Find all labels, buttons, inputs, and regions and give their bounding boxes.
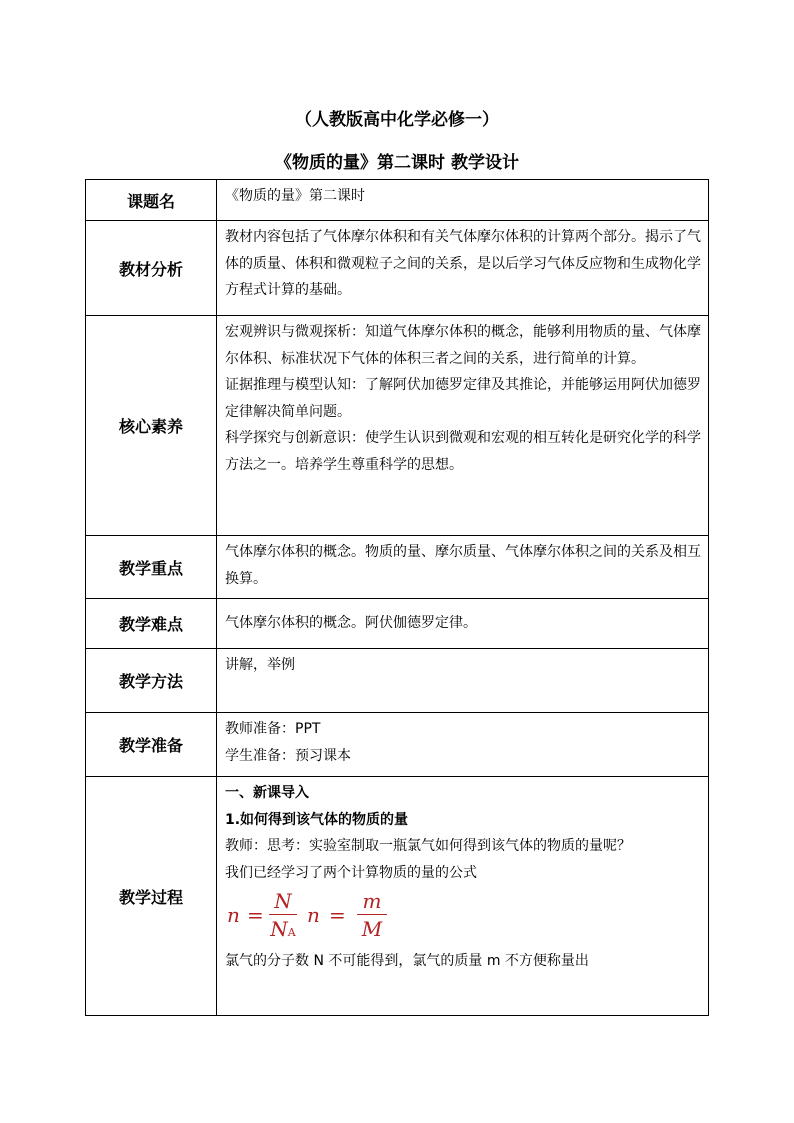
row-text: 教师准备：PPT [225,721,321,737]
formula-2-numerator: m [362,889,382,913]
row-label: 教材分析 [86,221,217,316]
row-text: 宏观辨识与微观探析：知道气体摩尔体积的概念，能够利用物质的量、气体摩尔体积、标准状况下气体的体积三者之间的关系，进行简单的计算。 [225,324,701,367]
row-text: 教师：思考：实验室制取一瓶氯气如何得到该气体的物质的量呢？ [225,838,631,854]
formula-1-fraction [269,888,297,947]
table-row [86,599,709,649]
row-label: 教学难点 [86,599,217,649]
formula-1-numerator: N [274,889,292,913]
table-row [86,536,709,599]
formula-1-equals: = [247,903,264,927]
row-text: 气体摩尔体积的概念。阿伏伽德罗定律。 [225,615,477,632]
row-text: 我们已经学习了两个计算物质的量的公式 [225,864,477,881]
row-text: 科学探究与创新意识：使学生认识到微观和宏观的相互转化是研究化学的科学方法之一。培养学生尊重科学的思想。 [225,430,701,473]
row-text: 《物质的量》第二课时 [225,188,365,204]
mole-formulas [225,886,702,948]
row-text: 氯气的分子数 N 不可能得到，氯气的质量 m 不方便称量出 [225,953,589,969]
row-text: 教材内容包括了气体摩尔体积和有关气体摩尔体积的计算两个部分。揭示了气体的质量、体积和微观粒子之间的关系，是以后学习气体反应物和生成物化学方程式计算的基础。 [225,229,701,298]
table-row [86,221,709,316]
lesson-plan-table [85,179,709,1016]
formula-2-denominator: M [361,917,383,941]
subsection-heading: 1.如何得到该气体的物质的量 [225,811,409,828]
row-text: 证据推理与模型认知：了解阿伏加德罗定律及其推论，并能够运用阿伏加德罗定律解决简单问题。 [225,377,701,420]
row-text: 气体摩尔体积的概念。物质的量、摩尔质量、气体摩尔体积之间的关系及相互换算。 [225,544,701,587]
table-row [86,649,709,713]
row-label: 教学准备 [86,713,217,777]
table-row [86,713,709,777]
row-label: 教学过程 [86,777,217,1016]
formula-2-lhs: n [307,903,320,927]
row-label: 课题名 [86,180,217,221]
row-label: 教学重点 [86,536,217,599]
formula-1-denominator: N [270,917,288,941]
table-row [86,180,709,221]
document-title: 《物质的量》第二课时 教学设计 [275,153,519,173]
document-subtitle: （人教版高中化学必修一） [295,110,499,130]
table-row [86,316,709,536]
formula-1-lhs: n [227,903,240,927]
formula-2-equals: = [329,903,346,927]
row-label: 核心素养 [86,316,217,536]
row-label: 教学方法 [86,649,217,713]
row-text: 讲解，举例 [225,657,295,673]
section-heading: 一、新课导入 [225,785,309,801]
table-row [86,777,709,1016]
formula-2-fraction [357,888,387,943]
row-text: 学生准备：预习课本 [225,747,351,764]
formula-1-denominator-subscript: A [287,926,296,939]
